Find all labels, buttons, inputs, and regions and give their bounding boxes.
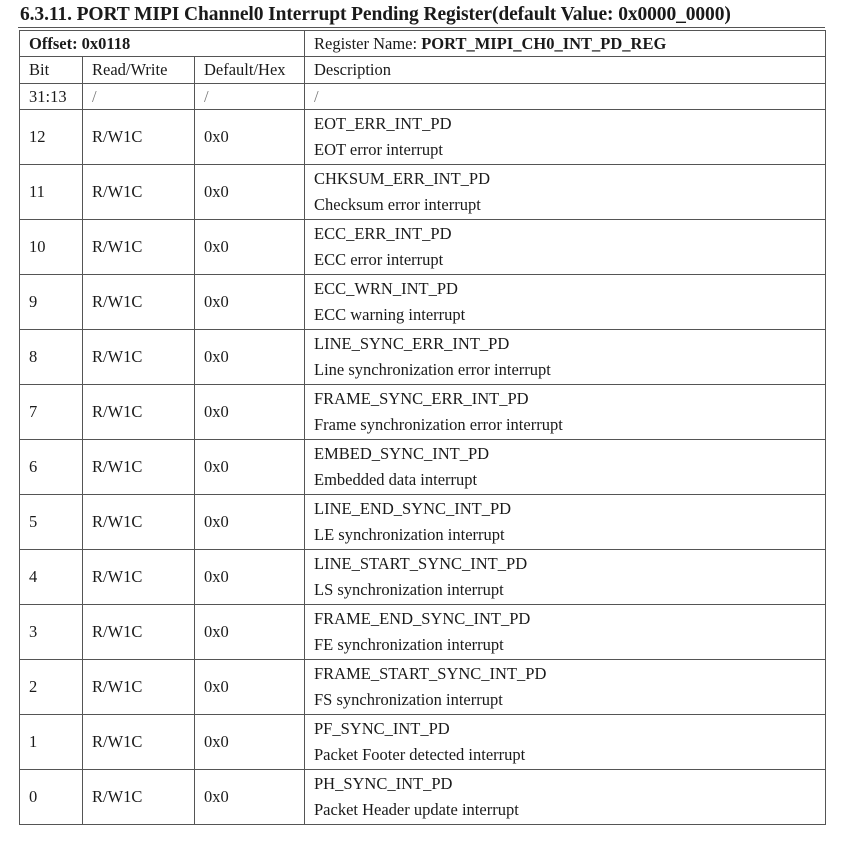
field-name: EMBED_SYNC_INT_PD — [314, 444, 490, 463]
field-row — [20, 385, 826, 440]
field-name: LINE_END_SYNC_INT_PD — [314, 499, 512, 518]
field-bit: 2 — [20, 660, 83, 715]
field-default: 0x0 — [195, 440, 305, 495]
field-row — [20, 440, 826, 495]
field-read-write: R/W1C — [83, 715, 195, 770]
field-row — [20, 660, 826, 715]
field-description — [305, 715, 826, 770]
field-description — [305, 660, 826, 715]
field-desc: FE synchronization interrupt — [314, 635, 504, 654]
field-bit: 11 — [20, 165, 83, 220]
field-desc: ECC error interrupt — [314, 250, 444, 269]
field-read-write: R/W1C — [83, 330, 195, 385]
field-desc: ECC warning interrupt — [314, 305, 466, 324]
field-bit: 6 — [20, 440, 83, 495]
offset-cell: Offset: 0x0118 — [20, 31, 305, 57]
field-description — [305, 770, 826, 825]
field-description — [305, 330, 826, 385]
register-name-cell — [305, 31, 826, 57]
header-read-write: Read/Write — [83, 57, 195, 84]
field-read-write: R/W1C — [83, 770, 195, 825]
field-desc: LS synchronization interrupt — [314, 580, 504, 599]
field-read-write: R/W1C — [83, 550, 195, 605]
field-default: 0x0 — [195, 275, 305, 330]
field-description — [305, 165, 826, 220]
field-name: LINE_SYNC_ERR_INT_PD — [314, 334, 510, 353]
field-name: LINE_START_SYNC_INT_PD — [314, 554, 528, 573]
field-row — [20, 715, 826, 770]
field-description — [305, 110, 826, 165]
field-description — [305, 495, 826, 550]
reserved-row — [20, 84, 826, 110]
field-default: 0x0 — [195, 110, 305, 165]
field-description — [305, 550, 826, 605]
field-bit: 4 — [20, 550, 83, 605]
field-bit: 7 — [20, 385, 83, 440]
field-description — [305, 440, 826, 495]
field-description — [305, 605, 826, 660]
field-read-write: R/W1C — [83, 605, 195, 660]
field-row — [20, 550, 826, 605]
field-read-write: R/W1C — [83, 385, 195, 440]
field-bit: 12 — [20, 110, 83, 165]
register-name-value: PORT_MIPI_CH0_INT_PD_REG — [421, 33, 667, 53]
field-desc: Packet Header update interrupt — [314, 800, 519, 819]
field-read-write: R/W1C — [83, 495, 195, 550]
field-name: CHKSUM_ERR_INT_PD — [314, 169, 491, 188]
field-desc: Packet Footer detected interrupt — [314, 745, 526, 764]
field-default: 0x0 — [195, 550, 305, 605]
field-description — [305, 275, 826, 330]
field-desc: FS synchronization interrupt — [314, 690, 503, 709]
field-bit: 0 — [20, 770, 83, 825]
section-heading: 6.3.11. PORT MIPI Channel0 Interrupt Pending Register(default Value: 0x0000_0000) — [20, 4, 731, 25]
field-desc: Frame synchronization error interrupt — [314, 415, 563, 434]
reserved-bit: 31:13 — [20, 84, 83, 110]
field-name: PF_SYNC_INT_PD — [314, 719, 450, 738]
register-name-label: Register Name: — [314, 33, 422, 53]
field-description — [305, 385, 826, 440]
field-desc: Checksum error interrupt — [314, 195, 481, 214]
field-read-write: R/W1C — [83, 110, 195, 165]
field-default: 0x0 — [195, 605, 305, 660]
field-description — [305, 220, 826, 275]
reserved-description: / — [305, 84, 826, 110]
field-row — [20, 220, 826, 275]
field-row — [20, 770, 826, 825]
field-default: 0x0 — [195, 330, 305, 385]
field-default: 0x0 — [195, 220, 305, 275]
field-default: 0x0 — [195, 165, 305, 220]
field-default: 0x0 — [195, 385, 305, 440]
field-name: FRAME_START_SYNC_INT_PD — [314, 664, 547, 683]
field-bit: 3 — [20, 605, 83, 660]
field-row — [20, 110, 826, 165]
field-bit: 5 — [20, 495, 83, 550]
offset-row — [20, 31, 826, 57]
field-name: ECC_WRN_INT_PD — [314, 279, 458, 298]
register-table — [19, 30, 826, 825]
header-description: Description — [305, 57, 826, 84]
reserved-read-write: / — [83, 84, 195, 110]
field-bit: 1 — [20, 715, 83, 770]
field-bit: 8 — [20, 330, 83, 385]
field-read-write: R/W1C — [83, 440, 195, 495]
heading-divider — [18, 27, 825, 28]
field-row — [20, 330, 826, 385]
field-read-write: R/W1C — [83, 660, 195, 715]
field-desc: EOT error interrupt — [314, 140, 443, 159]
field-desc: LE synchronization interrupt — [314, 525, 505, 544]
field-bit: 9 — [20, 275, 83, 330]
field-name: PH_SYNC_INT_PD — [314, 774, 453, 793]
reserved-default: / — [195, 84, 305, 110]
header-default: Default/Hex — [195, 57, 305, 84]
header-row — [20, 57, 826, 84]
field-default: 0x0 — [195, 770, 305, 825]
field-name: ECC_ERR_INT_PD — [314, 224, 452, 243]
field-read-write: R/W1C — [83, 275, 195, 330]
field-row — [20, 495, 826, 550]
field-row — [20, 275, 826, 330]
field-name: EOT_ERR_INT_PD — [314, 114, 452, 133]
field-default: 0x0 — [195, 660, 305, 715]
field-read-write: R/W1C — [83, 165, 195, 220]
header-bit: Bit — [20, 57, 83, 84]
field-default: 0x0 — [195, 495, 305, 550]
field-default: 0x0 — [195, 715, 305, 770]
field-row — [20, 605, 826, 660]
field-name: FRAME_END_SYNC_INT_PD — [314, 609, 531, 628]
field-name: FRAME_SYNC_ERR_INT_PD — [314, 389, 529, 408]
field-desc: Embedded data interrupt — [314, 470, 478, 489]
field-desc: Line synchronization error interrupt — [314, 360, 551, 379]
field-row — [20, 165, 826, 220]
field-read-write: R/W1C — [83, 220, 195, 275]
field-bit: 10 — [20, 220, 83, 275]
